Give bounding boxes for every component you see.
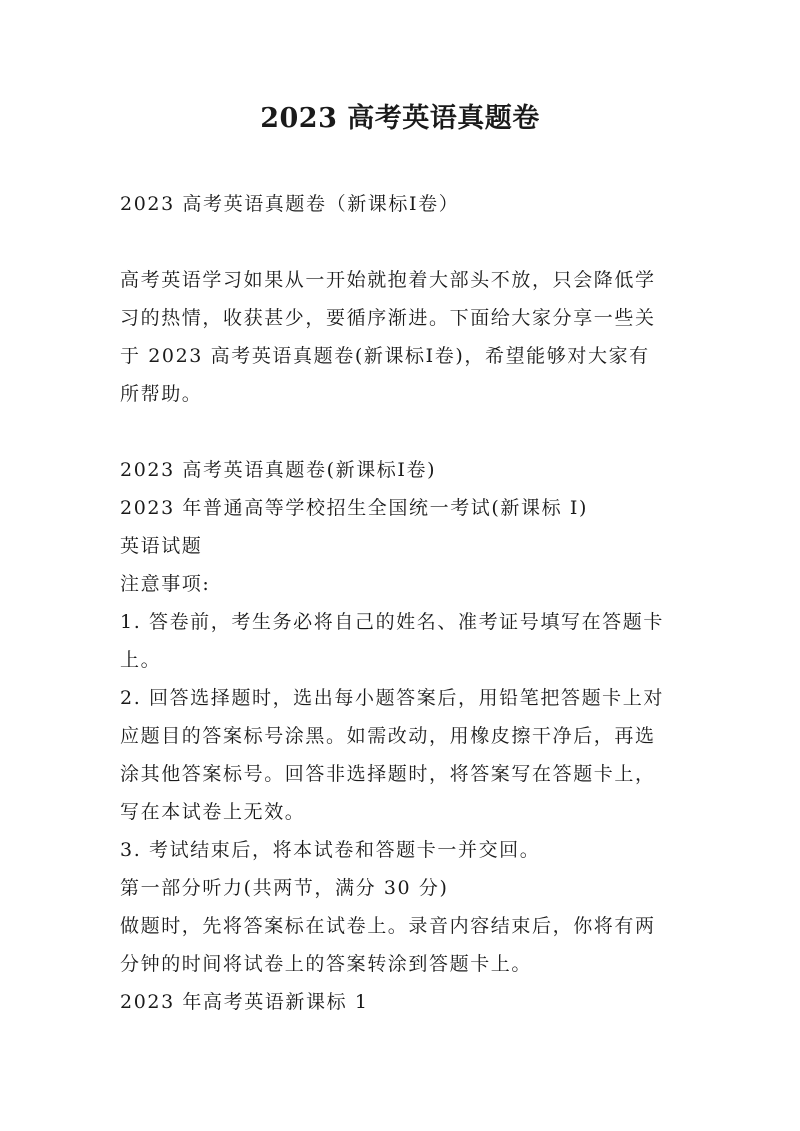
body-line: 3. 考试结束后，将本试卷和答题卡一并交回。 <box>120 839 541 861</box>
intro-line: 高考英语学习如果从一开始就抱着大部头不放，只会降低学 <box>120 269 656 291</box>
body-line: 2023 年普通高等学校招生全国统一考试(新课标 I) <box>120 497 588 519</box>
body-line: 注意事项: <box>120 573 211 595</box>
document-title: 2023 高考英语真题卷 <box>260 103 540 134</box>
intro-paragraph <box>120 261 690 413</box>
body-line: 做题时，先将答案标在试卷上。录音内容结束后，你将有两 <box>120 915 656 937</box>
intro-line: 于 2023 高考英语真题卷(新课标Ⅰ卷)，希望能够对大家有 <box>120 345 650 367</box>
paragraph-spacer <box>120 413 690 451</box>
exam-section <box>120 451 690 1021</box>
body-line: 第一部分听力(共两节，满分 30 分) <box>120 877 449 899</box>
body-line: 分钟的时间将试卷上的答案转涂到答题卡上。 <box>120 953 533 975</box>
body-line: 上。 <box>120 649 162 671</box>
body-line: 2023 年高考英语新课标 1 <box>120 991 369 1013</box>
body-line: 涂其他答案标号。回答非选择题时，将答案写在答题卡上， <box>120 763 656 785</box>
body-line: 英语试题 <box>120 535 203 557</box>
body-line: 应题目的答案标号涂黑。如需改动，用橡皮擦干净后，再选 <box>120 725 656 747</box>
document-body <box>120 185 690 1021</box>
body-line: 2. 回答选择题时，选出每小题答案后，用铅笔把答题卡上对 <box>120 687 664 709</box>
document-subtitle: 2023 高考英语真题卷（新课标Ⅰ卷） <box>120 193 460 215</box>
body-line: 2023 高考英语真题卷(新课标Ⅰ卷) <box>120 459 437 481</box>
intro-line: 习的热情，收获甚少，要循序渐进。下面给大家分享一些关 <box>120 307 656 329</box>
body-line: 1. 答卷前，考生务必将自己的姓名、准考证号填写在答题卡 <box>120 611 664 633</box>
intro-line: 所帮助。 <box>120 383 203 405</box>
paragraph-spacer <box>120 223 690 261</box>
body-line: 写在本试卷上无效。 <box>120 801 306 823</box>
